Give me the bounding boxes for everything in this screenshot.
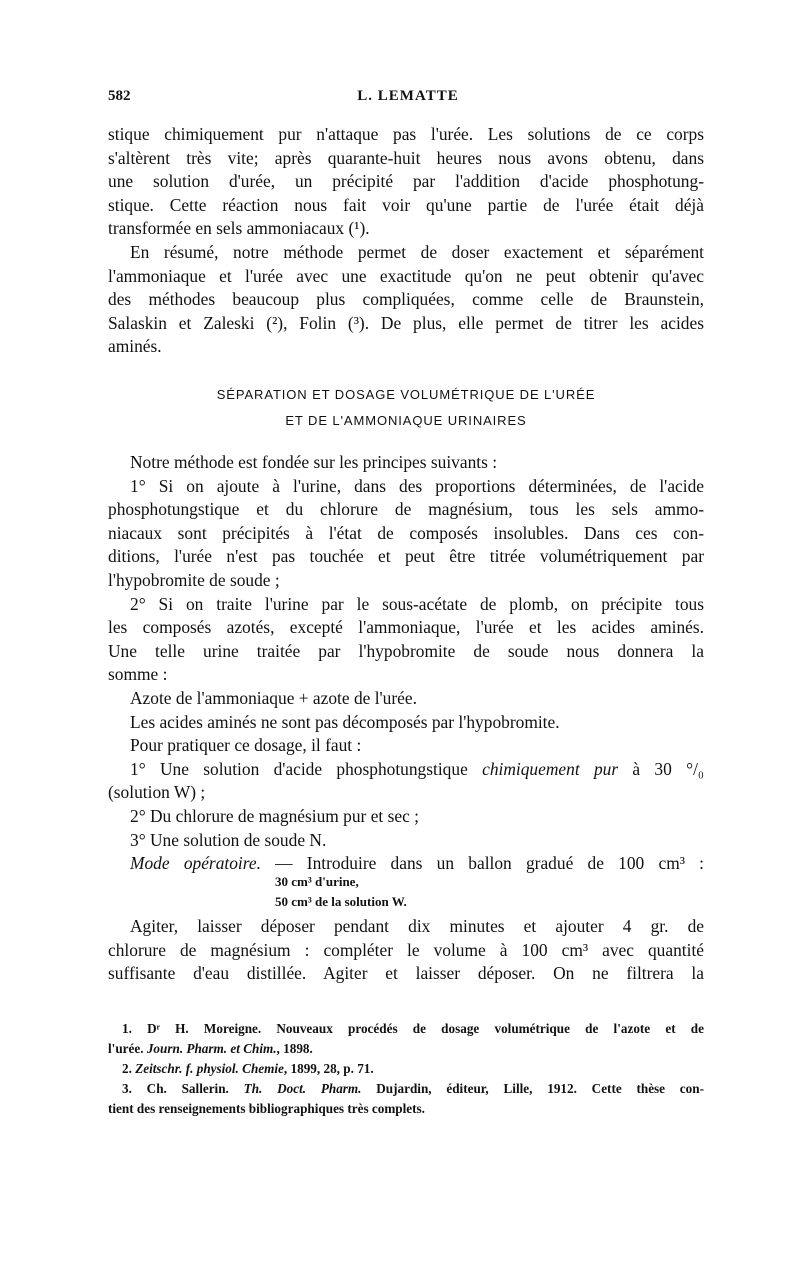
footnote-text: Dujardin, éditeur, Lille, 1912. Cette thèse con-: [361, 1081, 704, 1096]
footnote-3-cont: tient des renseignements bibliographiques très complets.: [108, 1101, 425, 1116]
footnote-1-cont: [108, 1039, 704, 1059]
text-line: Une telle urine traitée par l'hypobromite de soude nous donnera la: [108, 640, 704, 661]
running-header: [108, 88, 708, 108]
reagent-list: [275, 872, 407, 912]
footnote-journal: Th. Doct. Pharm.: [243, 1081, 362, 1096]
text-line: l'ammoniaque et l'urée avec une exactitude qu'on ne peut obtenir qu'avec: [108, 265, 704, 286]
text-line: Pour pratiquer ce dosage, il faut :: [130, 735, 362, 756]
mode-text: — Introduire dans un ballon gradué de 100 cm³ :: [260, 853, 704, 874]
reagent-item-text: 1° Une solution d'acide phosphotungstique: [130, 758, 483, 779]
footnote-text: , 1898.: [276, 1041, 313, 1056]
text-line: niacaux sont précipités à l'état de composés insolubles. Dans ces con-: [108, 522, 704, 543]
text-line: 1° Si on ajoute à l'urine, dans des proportions déterminées, de l'acide: [130, 475, 704, 496]
footnote-1: 1. Dʳ H. Moreigne. Nouveaux procédés de dosage volumétrique de l'azote et de: [122, 1021, 704, 1036]
text-line: stique chimiquement pur n'attaque pas l'urée. Les solutions de ce corps: [108, 124, 704, 144]
page-number: 582: [108, 88, 131, 104]
reagent-item-2: 2° Du chlorure de magnésium pur et sec ;: [130, 805, 419, 826]
footnote-text: 2.: [122, 1061, 136, 1076]
section-heading-line: SÉPARATION ET DOSAGE VOLUMÉTRIQUE DE L'URÉE: [216, 387, 596, 402]
footnote-journal: Journ. Pharm. et Chim.: [146, 1041, 277, 1056]
text-line: ditions, l'urée n'est pas touchée et peut être titrée volumétriquement par: [108, 546, 704, 567]
footnote-text: 3. Ch. Sallerin.: [122, 1081, 244, 1096]
reagent-line: 50 cm³ de la solution W.: [275, 894, 407, 909]
text-line: somme :: [108, 664, 168, 685]
text-line: une solution d'urée, un précipité par l'addition d'acide phosphotung-: [108, 171, 704, 192]
mode-label: Mode opératoire.: [130, 853, 261, 874]
footnote-text: , 1899, 28, p. 71.: [283, 1061, 374, 1076]
reagent-item-3: 3° Une solution de soude N.: [130, 829, 327, 850]
reagent-item-1: [108, 758, 704, 782]
procedure-paragraph: [108, 915, 704, 986]
intro-paragraphs: [108, 123, 704, 359]
text-line: Agiter, laisser déposer pendant dix minutes et ajouter 4 gr. de: [130, 916, 704, 936]
text-line: s'altèrent très vite; après quarante-huit heures nous avons obtenu, dans: [108, 147, 704, 168]
text-line: Notre méthode est fondée sur les principes suivants :: [130, 452, 498, 472]
text-line: (solution W) ;: [108, 782, 206, 803]
text-line: des méthodes beaucoup plus compliquées, comme celle de Braunstein,: [108, 289, 704, 310]
footnote-journal: Zeitschr. f. physiol. Chemie: [135, 1061, 284, 1076]
reagent-item-emphasis: chimiquement pur: [482, 758, 619, 779]
method-section: [108, 451, 704, 876]
text-line: 2° Si on traite l'urine par le sous-acétate de plomb, on précipite tous: [130, 593, 704, 614]
reagent-line: 30 cm³ d'urine,: [275, 874, 359, 889]
text-line: Les acides aminés ne sont pas décomposés par l'hypobromite.: [130, 711, 560, 732]
text-line: les composés azotés, excepté l'ammoniaque, l'urée et les acides aminés.: [108, 617, 704, 638]
text-line: stique. Cette réaction nous fait voir qu'une partie de l'urée était déjà: [108, 194, 704, 215]
section-heading: [108, 382, 704, 434]
reagent-item-text: à 30 °/₀: [618, 758, 704, 779]
footnote-3: [108, 1079, 704, 1099]
text-line: phosphotungstique et du chlorure de magnésium, tous les sels ammo-: [108, 499, 704, 520]
footnotes: [108, 1019, 704, 1119]
text-line: suffisante d'eau distillée. Agiter et laisser déposer. On ne filtrera la: [108, 963, 704, 984]
text-line: chlorure de magnésium : compléter le volume à 100 cm³ avec quantité: [108, 939, 704, 960]
text-line: l'hypobromite de soude ;: [108, 569, 280, 590]
text-line: Salaskin et Zaleski (²), Folin (³). De plus, elle permet de titrer les acides: [108, 312, 704, 333]
footnote-2: [108, 1059, 704, 1079]
text-line: Azote de l'ammoniaque + azote de l'urée.: [130, 687, 417, 708]
footnote-text: l'urée.: [108, 1041, 147, 1056]
text-line: aminés.: [108, 336, 162, 357]
text-line: En résumé, notre méthode permet de doser exactement et séparément: [130, 241, 704, 262]
section-heading-line: ET DE L'AMMONIAQUE URINAIRES: [285, 413, 527, 428]
text-line: transformée en sels ammoniacaux (¹).: [108, 218, 370, 239]
running-head-author: L. LEMATTE: [357, 88, 459, 104]
